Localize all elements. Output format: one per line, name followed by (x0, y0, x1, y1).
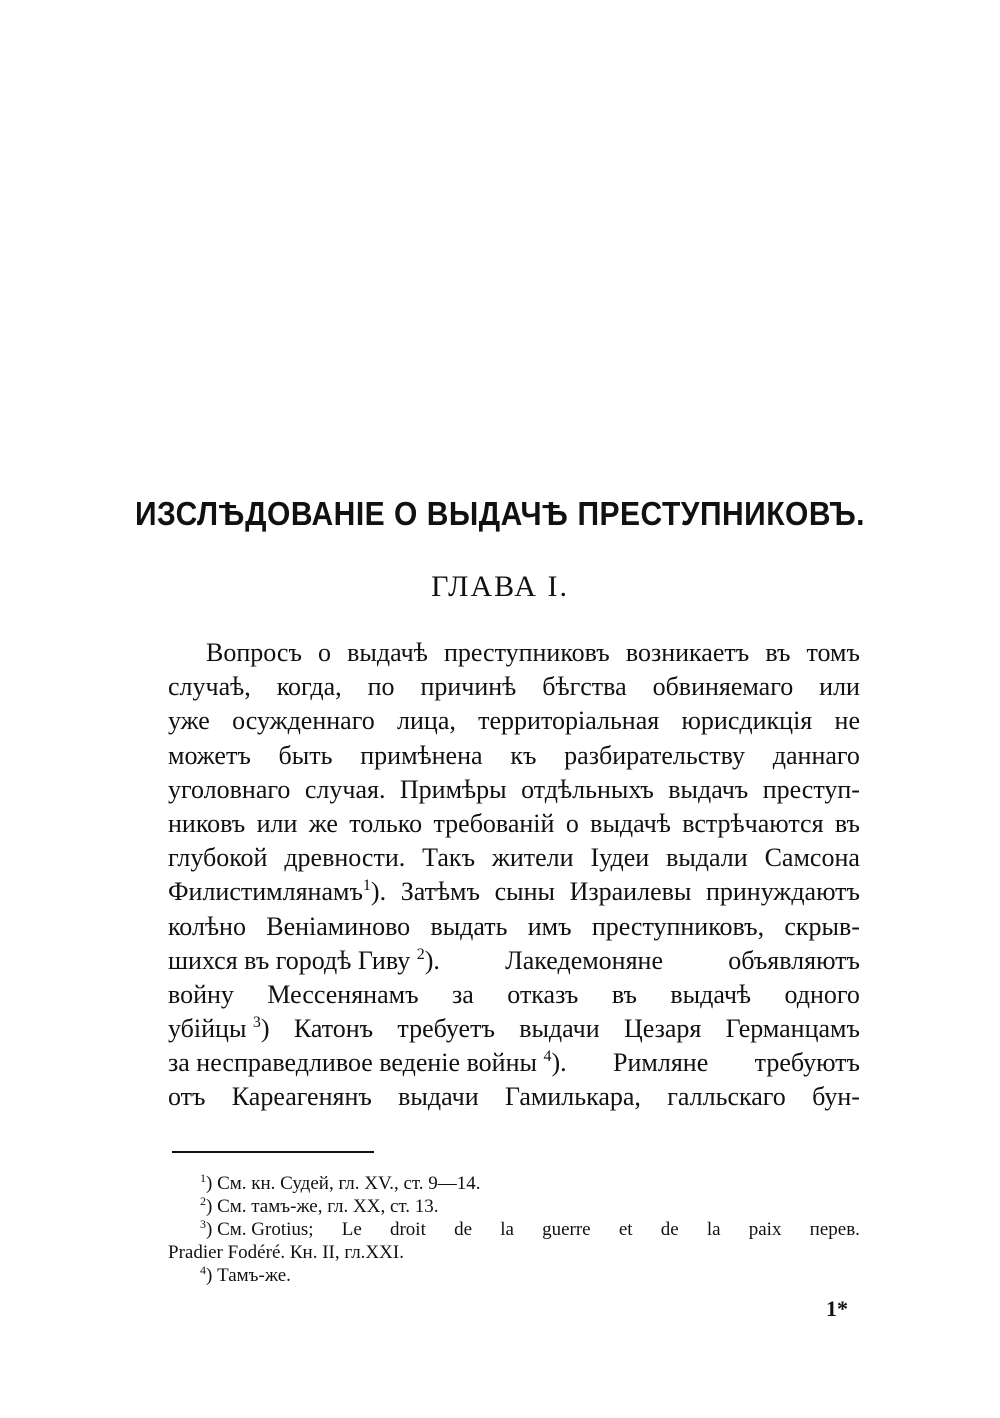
text-line (168, 773, 860, 807)
word: даннаго (772, 740, 860, 770)
word: выдачѣ (590, 808, 671, 838)
word: de (660, 1219, 679, 1240)
word: уголовнаго (168, 774, 291, 804)
word: отъ (168, 1082, 206, 1112)
text-line (168, 636, 860, 670)
word: отдѣльныхъ (521, 774, 654, 804)
word: о (318, 638, 332, 667)
word: или (819, 672, 860, 702)
word: la (500, 1219, 514, 1240)
text-segment: шихся въ городѣ Гиву $^2$). (168, 945, 440, 975)
chapter-heading: ГЛАВА I. (431, 570, 569, 603)
text-segment: за несправедливое веденіе войны $^4$). (168, 1048, 567, 1078)
word: Римляне (613, 1048, 709, 1078)
word: выдать (430, 911, 508, 941)
word: выдачѣ (670, 979, 752, 1009)
word: возникаетъ (625, 638, 750, 667)
word: Цезаря (623, 1014, 702, 1044)
word: бѣгства (542, 672, 627, 702)
word: принуждаютъ (705, 877, 860, 907)
word: территоріальная (478, 706, 660, 736)
footnote-4: $^4$) Тамъ-же. (200, 1263, 291, 1286)
word: Вопросъ (206, 638, 302, 667)
word: лица, (397, 706, 456, 736)
text-line (168, 944, 860, 978)
word: Примѣры (399, 774, 507, 804)
footnote-ref: 4 (543, 1048, 552, 1066)
word: Гамилькара, (504, 1082, 641, 1112)
text-line (168, 1046, 860, 1080)
word: требуетъ (397, 1014, 495, 1044)
text-line (168, 875, 860, 909)
word: Кареагенянъ (231, 1082, 372, 1112)
word: guerre (542, 1219, 591, 1240)
word: Іудеи (590, 843, 650, 873)
text-line (168, 704, 860, 738)
word: сыны (494, 877, 555, 907)
word: Самсона (764, 843, 860, 873)
word: колѣно (168, 911, 246, 941)
text-line (168, 841, 860, 875)
word: въ (611, 979, 637, 1009)
word: выдачѣ (347, 638, 428, 667)
word: войну (168, 979, 234, 1009)
footnote-3 (168, 1218, 860, 1241)
page-number: 1* (826, 1296, 848, 1321)
text-line (168, 1012, 860, 1046)
word: Затѣмъ (400, 877, 480, 907)
word: $^3$) См. Grotius; (200, 1217, 314, 1240)
footnote-1: $^1$) См. кн. Судей, гл. XV., ст. 9—14. (200, 1171, 481, 1194)
word: бун- (812, 1082, 860, 1112)
footnote-3-continued: Pradier Fodéré. Кн. II, гл.XXI. (168, 1242, 404, 1263)
word: по (367, 672, 395, 702)
word: разбирательству (564, 740, 746, 770)
word: la (706, 1219, 721, 1240)
word: или (256, 808, 298, 838)
word: Мессенянамъ (267, 979, 419, 1009)
word: перев. (809, 1219, 860, 1240)
word: Израилевы (569, 877, 692, 907)
text-segment: убійцы $^3$) (168, 1014, 270, 1044)
text-line (168, 670, 860, 704)
word: древности. (284, 843, 406, 873)
word: преступ- (762, 774, 860, 804)
word: не (834, 706, 860, 736)
word: de (454, 1219, 472, 1240)
word: одного (784, 979, 860, 1009)
word: причинѣ (420, 672, 517, 702)
body-paragraph (168, 636, 860, 1115)
word: выдачъ (668, 774, 749, 804)
word: юрисдикція (681, 706, 813, 736)
word: Лакедемоняне (505, 945, 664, 975)
text-line (168, 739, 860, 773)
word: выдачи (519, 1014, 600, 1044)
word: Катонъ (293, 1014, 374, 1044)
word: требуютъ (754, 1048, 860, 1078)
word: глубокой (168, 843, 268, 873)
word: случая. (304, 774, 386, 804)
word: къ (510, 740, 537, 770)
text-line (168, 978, 860, 1012)
word: можетъ (168, 740, 251, 770)
footnote-divider (172, 1151, 374, 1153)
word: о (565, 808, 579, 838)
word: случаѣ, (168, 672, 251, 702)
word: въ (834, 808, 860, 838)
word: преступниковъ, (591, 911, 765, 941)
word: объявляютъ (728, 945, 860, 975)
word: только (349, 808, 423, 838)
word: требованій (433, 808, 555, 838)
text-line (168, 910, 860, 944)
word: Германцамъ (725, 1014, 860, 1044)
footnote-ref: 2 (416, 945, 425, 963)
word: галльскаго (667, 1082, 786, 1112)
footnote-ref: 3 (252, 1014, 261, 1032)
word: когда, (276, 672, 342, 702)
footnote-2: $^2$) См. тамъ-же, гл. XX, ст. 13. (200, 1194, 439, 1217)
footnote-ref: 1 (362, 877, 371, 895)
word: никовъ (168, 808, 246, 838)
word: выдачи (398, 1082, 479, 1112)
word: уже (168, 706, 210, 736)
word: выдали (666, 843, 748, 873)
word: преступниковъ (443, 638, 610, 667)
word: Веніаминово (266, 911, 411, 941)
word: въ (765, 638, 791, 667)
word: примѣнена (360, 740, 483, 770)
footnotes (168, 1172, 860, 1287)
word: отказъ (507, 979, 579, 1009)
word: Такъ (422, 843, 476, 873)
text-line (168, 807, 860, 841)
word: встрѣчаются (682, 808, 824, 838)
word: Le (341, 1219, 362, 1240)
word: droit (389, 1219, 426, 1240)
word: жители (491, 843, 574, 873)
word: же (308, 808, 338, 838)
work-title: ИЗСЛѢДОВАНІЕ О ВЫДАЧѢ ПРЕСТУПНИКОВЪ. (134, 496, 865, 533)
word: томъ (806, 638, 860, 667)
word: et (618, 1219, 633, 1240)
word: скрыв- (784, 911, 860, 941)
word: быть (278, 740, 333, 770)
word: paix (748, 1219, 782, 1240)
text-line (168, 1080, 860, 1114)
text-segment: Филистимлянамъ$^1$). (168, 877, 387, 907)
word: осужденнаго (232, 706, 375, 736)
word: обвиняемаго (652, 672, 794, 702)
word: имъ (527, 911, 572, 941)
word: за (452, 979, 474, 1009)
